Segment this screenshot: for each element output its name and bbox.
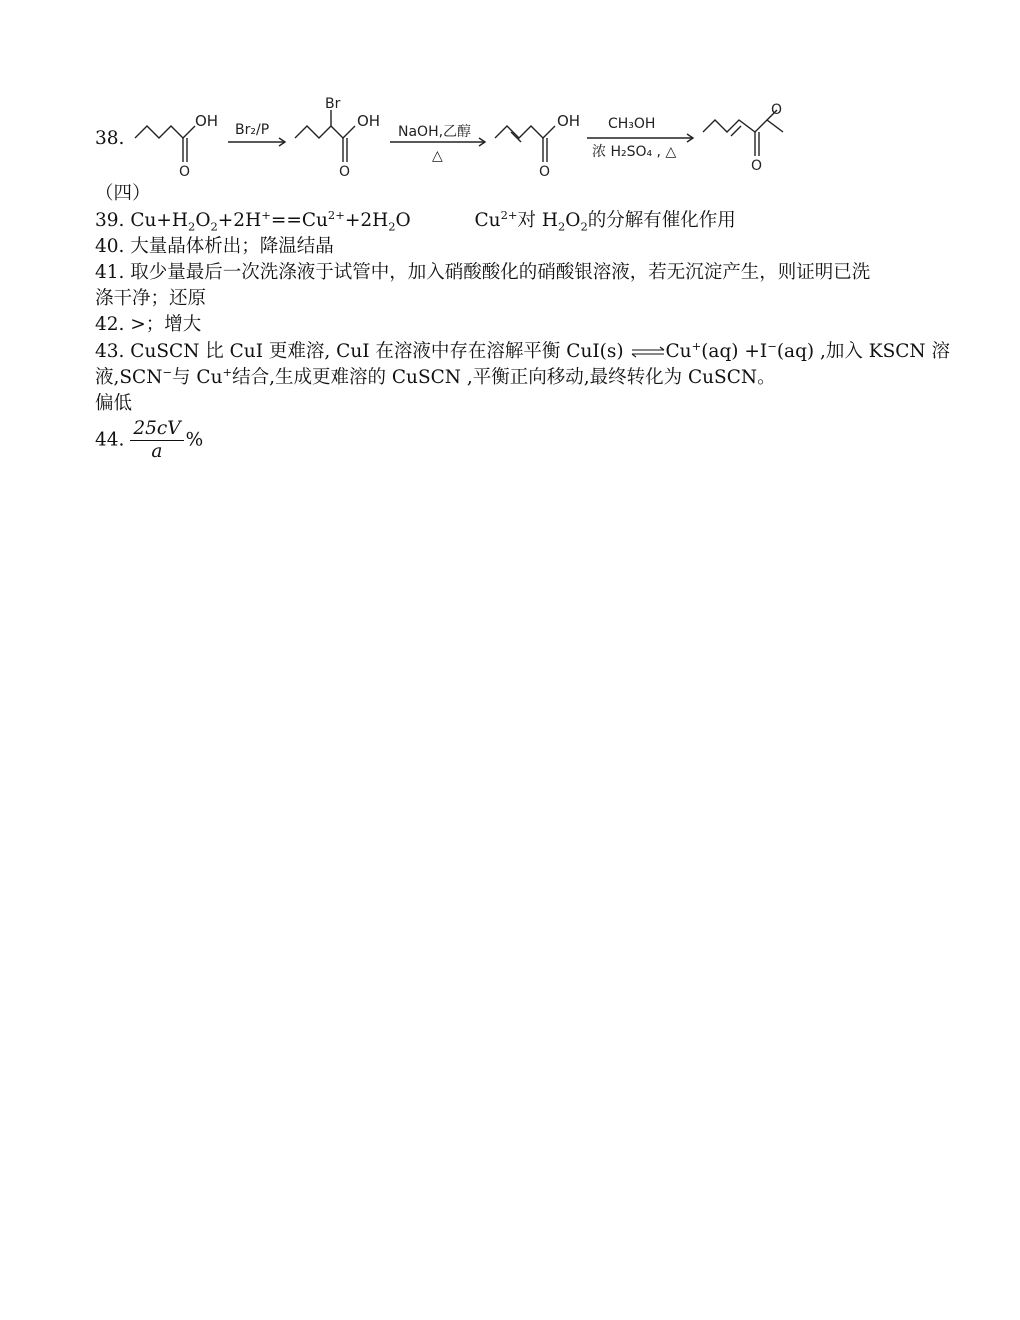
q44-number: 44. [95, 429, 125, 451]
q44-unit: % [185, 429, 204, 451]
q44-denominator: a [151, 441, 163, 462]
q44-fraction [130, 418, 183, 463]
q39-note: $Cu^{2+}$对 $H_2O_2$的分解有催化作用 [474, 207, 736, 234]
q39-equation: $Cu+H_2O_2+2H^+==Cu^{2+}+2H_2O$ [130, 207, 411, 234]
q40-answer: 40. 大量晶体析出；降温结晶 [95, 236, 334, 257]
molecule-2-oh: OH [357, 112, 381, 130]
q39-number: 39. [95, 210, 125, 231]
molecule-4-carbonyl-o: O [751, 158, 763, 174]
molecule-1-o: O [179, 164, 191, 180]
reaction-scheme-svg [95, 90, 815, 185]
molecule-1-oh: OH [195, 112, 219, 130]
reagent-3-top: CH₃OH [608, 116, 656, 132]
molecule-2-o: O [339, 164, 351, 180]
molecule-4-chain [703, 120, 783, 132]
molecule-4-ester-o: O [771, 102, 783, 118]
section-label: （四） [95, 183, 151, 204]
molecule-2-chain [295, 126, 355, 138]
equilibrium-arrow-icon [630, 345, 666, 359]
molecule-3-o: O [539, 164, 551, 180]
q38-number: 38. [95, 128, 125, 149]
q43-line-1: 43. CuSCN 比 CuI 更难溶, CuI 在溶液中存在溶解平衡 CuI(s) Cu+(aq) +I−(aq) ,加入 KSCN 溶 [95, 338, 950, 362]
molecule-1-chain [135, 126, 195, 138]
reagent-3-bottom: 浓 H₂SO₄ , △ [592, 144, 677, 160]
q44-answer [95, 418, 203, 463]
molecule-3-oh: OH [557, 112, 581, 130]
reagent-2-bottom: △ [432, 148, 443, 164]
q43-line-3: 偏低 [95, 393, 133, 414]
q44-numerator: 25cV [130, 418, 183, 441]
molecule-3-chain [495, 126, 555, 138]
q43-line-2: 液,SCN−与 Cu+结合,生成更难溶的 CuSCN ,平衡正向移动,最终转化为 CuSCN。 [95, 364, 776, 388]
q38-reaction-scheme [95, 90, 815, 185]
molecule-2-br: Br [325, 96, 341, 112]
q39-answer [95, 208, 736, 234]
reagent-1: Br₂/P [235, 122, 270, 138]
q41-line-2: 涤干净；还原 [95, 288, 207, 309]
reagent-2-top: NaOH,乙醇 [398, 124, 472, 140]
q41-line-1: 41. 取少量最后一次洗涤液于试管中，加入硝酸酸化的硝酸银溶液，若无沉淀产生，则证明已洗 [95, 262, 871, 283]
q42-answer: 42. >；增大 [95, 314, 202, 335]
